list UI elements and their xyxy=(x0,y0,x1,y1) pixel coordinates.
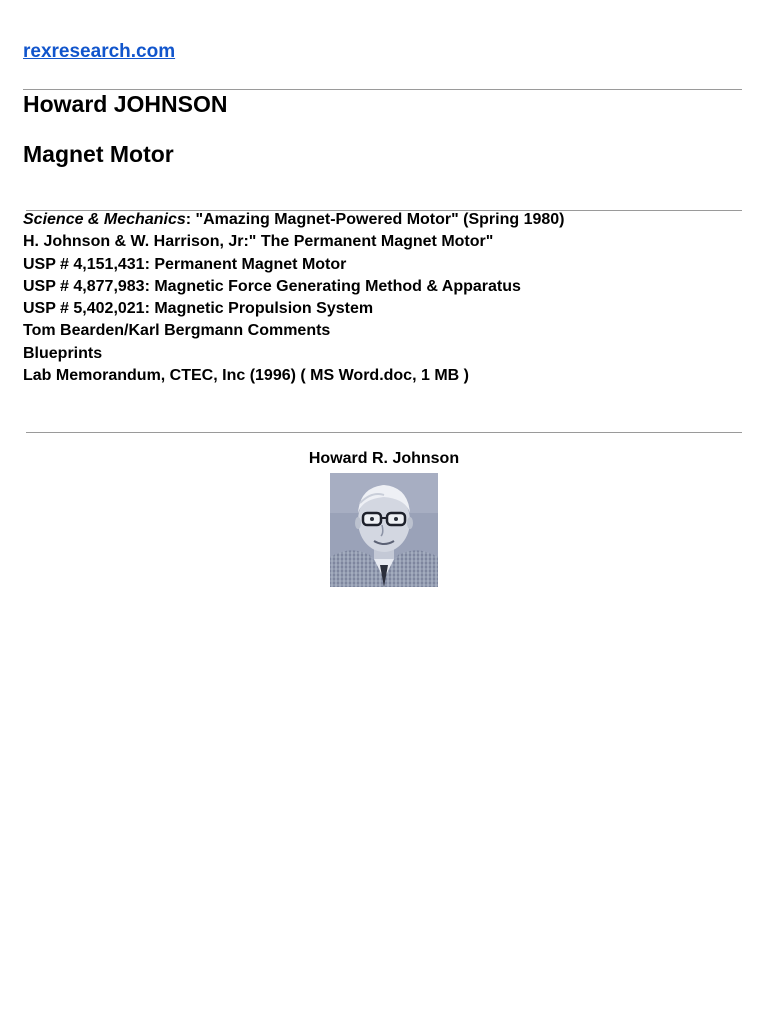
reference-item-science-mechanics[interactable] xyxy=(23,209,565,231)
site-home-link[interactable]: rexresearch.com xyxy=(23,41,176,62)
page-subtitle: Magnet Motor xyxy=(23,141,174,167)
reference-item-usp-4151431[interactable]: USP # 4,151,431: Permanent Magnet Motor xyxy=(23,255,347,273)
portrait-caption: Howard R. Johnson xyxy=(308,450,460,467)
page-title: Howard JOHNSON xyxy=(23,91,228,117)
reference-source-name: Science & Mechanics xyxy=(23,211,186,228)
reference-item-usp-5402021[interactable]: USP # 5,402,021: Magnetic Propulsion System xyxy=(23,300,374,318)
reference-item-bearden-bergmann[interactable]: Tom Bearden/Karl Bergmann Comments xyxy=(23,322,331,340)
reference-article-title: : "Amazing Magnet-Powered Motor" (Spring 1980) xyxy=(185,211,565,228)
portrait-photo xyxy=(330,473,438,587)
reference-item-blueprints[interactable]: Blueprints xyxy=(23,344,103,362)
reference-item-usp-4877983[interactable]: USP # 4,877,983: Magnetic Force Generating Method & Apparatus xyxy=(23,277,521,295)
reference-list xyxy=(23,209,565,387)
reference-item-lab-memorandum[interactable]: Lab Memorandum, CTEC, Inc (1996) ( MS Word.doc, 1 MB ) xyxy=(23,367,469,385)
reference-item-johnson-harrison[interactable]: H. Johnson & W. Harrison, Jr:" The Permanent Magnet Motor" xyxy=(23,233,494,251)
divider-bottom xyxy=(26,432,742,433)
